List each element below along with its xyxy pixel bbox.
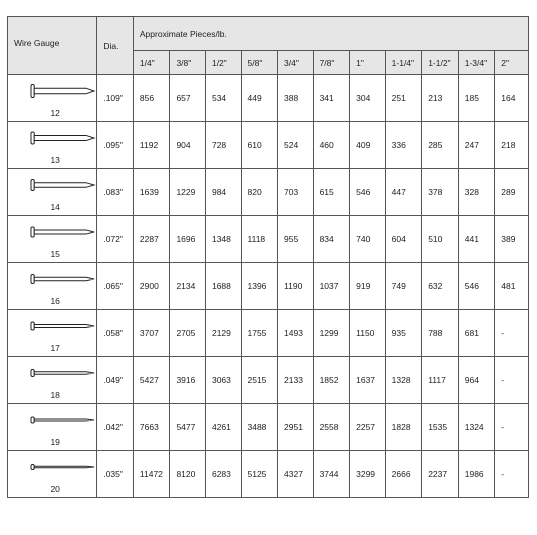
nail-icon bbox=[30, 365, 96, 381]
table-row bbox=[8, 310, 529, 357]
nail-icon bbox=[30, 271, 96, 287]
pieces-cell: 788 bbox=[422, 310, 459, 357]
pieces-cell: 185 bbox=[458, 75, 495, 122]
pieces-cell: 524 bbox=[278, 122, 314, 169]
pieces-cell: 964 bbox=[458, 357, 495, 404]
pieces-cell: 919 bbox=[350, 263, 386, 310]
pieces-cell: 703 bbox=[278, 169, 314, 216]
pieces-cell: 7663 bbox=[133, 404, 170, 451]
dia-cell: .035" bbox=[97, 451, 134, 498]
wire-gauge-cell bbox=[8, 451, 97, 498]
pieces-cell: 481 bbox=[495, 263, 529, 310]
dia-header: Dia. bbox=[97, 17, 134, 75]
pieces-cell: 1852 bbox=[313, 357, 350, 404]
pieces-cell: 534 bbox=[205, 75, 241, 122]
nail-icon bbox=[30, 177, 96, 193]
pieces-cell: 681 bbox=[458, 310, 495, 357]
pieces-cell: 460 bbox=[313, 122, 350, 169]
pieces-cell: 935 bbox=[385, 310, 422, 357]
pieces-cell: 1688 bbox=[205, 263, 241, 310]
dia-cell: .072" bbox=[97, 216, 134, 263]
pieces-cell: 378 bbox=[422, 169, 459, 216]
pieces-cell: 1117 bbox=[422, 357, 459, 404]
nail-icon bbox=[30, 83, 96, 99]
pieces-cell: 604 bbox=[385, 216, 422, 263]
pieces-cell: 213 bbox=[422, 75, 459, 122]
nail-icon bbox=[30, 318, 96, 334]
wire-gauge-cell bbox=[8, 310, 97, 357]
pieces-cell: 749 bbox=[385, 263, 422, 310]
pieces-cell: 1637 bbox=[350, 357, 386, 404]
pieces-cell: 657 bbox=[170, 75, 206, 122]
pieces-cell: 1639 bbox=[133, 169, 170, 216]
length-header: 1/4" bbox=[133, 51, 170, 75]
pieces-cell: 4327 bbox=[278, 451, 314, 498]
pieces-cell: 632 bbox=[422, 263, 459, 310]
pieces-cell: 3488 bbox=[241, 404, 278, 451]
pieces-cell: 1535 bbox=[422, 404, 459, 451]
pieces-cell: 2558 bbox=[313, 404, 350, 451]
wire-gauge-cell bbox=[8, 169, 97, 216]
pieces-cell: 5477 bbox=[170, 404, 206, 451]
gauge-number: 15 bbox=[50, 249, 60, 259]
wire-gauge-cell bbox=[8, 122, 97, 169]
pieces-cell: 546 bbox=[350, 169, 386, 216]
pieces-cell: 5427 bbox=[133, 357, 170, 404]
table-row bbox=[8, 357, 529, 404]
pieces-cell: 6283 bbox=[205, 451, 241, 498]
pieces-cell: 1229 bbox=[170, 169, 206, 216]
pieces-cell: 1696 bbox=[170, 216, 206, 263]
nail-icon bbox=[30, 130, 96, 146]
wire-gauge-table bbox=[7, 16, 529, 498]
pieces-cell: 218 bbox=[495, 122, 529, 169]
wire-gauge-cell bbox=[8, 75, 97, 122]
pieces-cell: - bbox=[495, 310, 529, 357]
pieces-cell: 904 bbox=[170, 122, 206, 169]
pieces-cell: - bbox=[495, 451, 529, 498]
dia-cell: .058" bbox=[97, 310, 134, 357]
dia-cell: .095" bbox=[97, 122, 134, 169]
pieces-cell: 304 bbox=[350, 75, 386, 122]
table-row bbox=[8, 263, 529, 310]
pieces-cell: 2134 bbox=[170, 263, 206, 310]
pieces-cell: 336 bbox=[385, 122, 422, 169]
gauge-number: 20 bbox=[50, 484, 60, 494]
pieces-cell: 984 bbox=[205, 169, 241, 216]
pieces-cell: 1037 bbox=[313, 263, 350, 310]
table-row bbox=[8, 404, 529, 451]
wire-gauge-cell bbox=[8, 357, 97, 404]
pieces-cell: 1190 bbox=[278, 263, 314, 310]
pieces-cell: 3916 bbox=[170, 357, 206, 404]
pieces-cell: 1755 bbox=[241, 310, 278, 357]
dia-cell: .042" bbox=[97, 404, 134, 451]
pieces-cell: 2133 bbox=[278, 357, 314, 404]
length-header: 3/4" bbox=[278, 51, 314, 75]
nail-icon bbox=[30, 224, 96, 240]
pieces-cell: 447 bbox=[385, 169, 422, 216]
pieces-cell: 2287 bbox=[133, 216, 170, 263]
pieces-cell: 2951 bbox=[278, 404, 314, 451]
wire-gauge-header: Wire Gauge bbox=[8, 17, 97, 75]
pieces-cell: 2257 bbox=[350, 404, 386, 451]
table-row bbox=[8, 216, 529, 263]
length-header: 7/8" bbox=[313, 51, 350, 75]
length-header: 1-1/2" bbox=[422, 51, 459, 75]
pieces-cell: 389 bbox=[495, 216, 529, 263]
dia-cell: .109" bbox=[97, 75, 134, 122]
nail-icon bbox=[30, 412, 96, 428]
pieces-cell: 2237 bbox=[422, 451, 459, 498]
pieces-cell: 510 bbox=[422, 216, 459, 263]
gauge-number: 13 bbox=[50, 155, 60, 165]
table-row bbox=[8, 451, 529, 498]
pieces-cell: 341 bbox=[313, 75, 350, 122]
pieces-cell: 1396 bbox=[241, 263, 278, 310]
table-row bbox=[8, 122, 529, 169]
pieces-cell: 1299 bbox=[313, 310, 350, 357]
pieces-cell: 728 bbox=[205, 122, 241, 169]
pieces-cell: 328 bbox=[458, 169, 495, 216]
pieces-cell: 1493 bbox=[278, 310, 314, 357]
pieces-cell: 3744 bbox=[313, 451, 350, 498]
gauge-number: 19 bbox=[50, 437, 60, 447]
length-header: 1-3/4" bbox=[458, 51, 495, 75]
pieces-cell: 1986 bbox=[458, 451, 495, 498]
pieces-cell: 4261 bbox=[205, 404, 241, 451]
length-header: 1-1/4" bbox=[385, 51, 422, 75]
table-body bbox=[8, 75, 529, 498]
pieces-cell: 247 bbox=[458, 122, 495, 169]
pieces-cell: 441 bbox=[458, 216, 495, 263]
pieces-cell: 546 bbox=[458, 263, 495, 310]
gauge-number: 12 bbox=[50, 108, 60, 118]
gauge-number: 14 bbox=[50, 202, 60, 212]
pieces-cell: 8120 bbox=[170, 451, 206, 498]
table-row bbox=[8, 169, 529, 216]
pieces-cell: 955 bbox=[278, 216, 314, 263]
wire-gauge-cell bbox=[8, 404, 97, 451]
pieces-cell: - bbox=[495, 357, 529, 404]
pieces-cell: 1324 bbox=[458, 404, 495, 451]
pieces-cell: 388 bbox=[278, 75, 314, 122]
pieces-cell: 3707 bbox=[133, 310, 170, 357]
gauge-number: 17 bbox=[50, 343, 60, 353]
pieces-cell: 289 bbox=[495, 169, 529, 216]
gauge-number: 18 bbox=[50, 390, 60, 400]
pieces-cell: 615 bbox=[313, 169, 350, 216]
wire-gauge-cell bbox=[8, 263, 97, 310]
pieces-cell: 285 bbox=[422, 122, 459, 169]
pieces-cell: 2705 bbox=[170, 310, 206, 357]
pieces-cell: 1828 bbox=[385, 404, 422, 451]
pieces-cell: 834 bbox=[313, 216, 350, 263]
pieces-cell: 5125 bbox=[241, 451, 278, 498]
pieces-cell: 1192 bbox=[133, 122, 170, 169]
pieces-cell: 1150 bbox=[350, 310, 386, 357]
pieces-cell: - bbox=[495, 404, 529, 451]
pieces-cell: 409 bbox=[350, 122, 386, 169]
pieces-cell: 3299 bbox=[350, 451, 386, 498]
dia-cell: .049" bbox=[97, 357, 134, 404]
pieces-cell: 2129 bbox=[205, 310, 241, 357]
pieces-cell: 3063 bbox=[205, 357, 241, 404]
pieces-cell: 2515 bbox=[241, 357, 278, 404]
dia-cell: .083" bbox=[97, 169, 134, 216]
gauge-number: 16 bbox=[50, 296, 60, 306]
pieces-per-lb-header: Approximate Pieces/lb. bbox=[133, 17, 528, 51]
table-row bbox=[8, 75, 529, 122]
pieces-cell: 2666 bbox=[385, 451, 422, 498]
pieces-cell: 740 bbox=[350, 216, 386, 263]
pieces-cell: 1328 bbox=[385, 357, 422, 404]
pieces-cell: 1348 bbox=[205, 216, 241, 263]
pieces-cell: 610 bbox=[241, 122, 278, 169]
nail-icon bbox=[30, 459, 96, 475]
length-header: 1" bbox=[350, 51, 386, 75]
pieces-cell: 251 bbox=[385, 75, 422, 122]
pieces-cell: 2900 bbox=[133, 263, 170, 310]
length-header: 1/2" bbox=[205, 51, 241, 75]
pieces-cell: 820 bbox=[241, 169, 278, 216]
length-header: 2" bbox=[495, 51, 529, 75]
pieces-cell: 1118 bbox=[241, 216, 278, 263]
length-header: 3/8" bbox=[170, 51, 206, 75]
dia-cell: .065" bbox=[97, 263, 134, 310]
pieces-cell: 449 bbox=[241, 75, 278, 122]
pieces-cell: 11472 bbox=[133, 451, 170, 498]
pieces-cell: 164 bbox=[495, 75, 529, 122]
length-header: 5/8" bbox=[241, 51, 278, 75]
wire-gauge-cell bbox=[8, 216, 97, 263]
pieces-cell: 856 bbox=[133, 75, 170, 122]
